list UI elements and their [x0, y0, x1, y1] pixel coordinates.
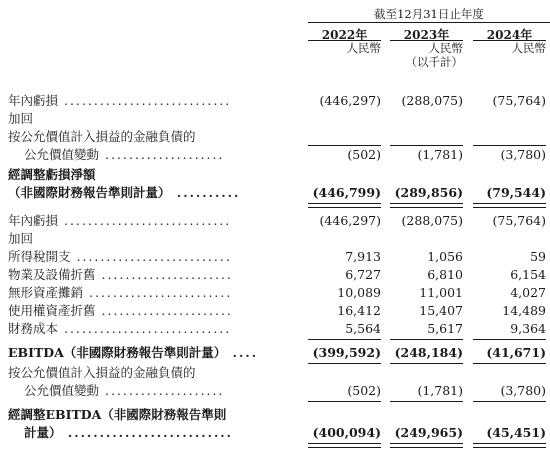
row-label: [8, 128, 196, 146]
table-row: [0, 166, 550, 184]
dot-leader: ....: [226, 345, 259, 360]
value-cell: (400,094): [312, 425, 381, 440]
row-label-text: 使用權資產折舊: [8, 303, 96, 318]
row-label-text: 加回: [8, 231, 34, 246]
value-cell: (248,184): [394, 345, 463, 360]
unit-label: 人民幣: [428, 41, 463, 55]
value-cell: (446,799): [312, 185, 381, 200]
row-label: [8, 166, 96, 184]
row-label-text: 所得稅開支: [8, 249, 71, 264]
row-label: [8, 320, 231, 338]
dot-leader: ......................: [95, 303, 233, 318]
total-double-rule: [308, 443, 381, 448]
table-row: [0, 364, 550, 382]
row-label: [8, 302, 233, 320]
table-row: [0, 424, 550, 442]
year-2024: 2024年: [486, 28, 533, 42]
row-label-text: 公允價值變動: [24, 147, 100, 162]
unit-label: 人民幣: [511, 41, 546, 55]
total-double-rule: [473, 443, 546, 448]
period-heading: 截至12月31日止年度: [374, 7, 484, 21]
value-cell: (446,297): [319, 213, 381, 228]
row-label: [8, 364, 196, 382]
table-row: [0, 284, 550, 302]
table-row: [0, 230, 550, 248]
table-header: [0, 0, 550, 84]
value-cell: (79,544): [486, 185, 546, 200]
value-cell: (249,965): [394, 425, 463, 440]
row-label: [8, 110, 33, 128]
table-row: [0, 146, 550, 164]
dot-leader: ..........................: [61, 425, 234, 440]
dot-leader: ..........: [170, 185, 241, 200]
value-cell: (41,671): [486, 345, 546, 360]
value-cell: (502): [347, 147, 381, 162]
year-2023: 2023年: [403, 28, 450, 42]
row-label: [8, 344, 258, 362]
value-cell: (75,764): [492, 213, 546, 228]
row-label: [8, 284, 232, 302]
dot-leader: ............................: [58, 213, 232, 228]
table-row: [0, 320, 550, 338]
table-row: [0, 406, 550, 424]
value-cell: (288,075): [401, 93, 463, 108]
value-cell: 15,407: [419, 303, 463, 318]
table-row: [0, 184, 550, 202]
value-cell: 16,412: [337, 303, 381, 318]
row-label-text: 年內虧損: [8, 213, 59, 228]
dot-leader: ............................: [58, 93, 232, 108]
value-cell: 6,810: [427, 267, 463, 282]
value-cell: (502): [347, 383, 381, 398]
value-cell: (3,780): [500, 147, 546, 162]
value-cell: (288,075): [401, 213, 463, 228]
total-double-rule: [390, 203, 463, 208]
row-label: [24, 424, 233, 442]
value-cell: (446,297): [319, 93, 381, 108]
row-label: [8, 184, 240, 202]
value-cell: 9,364: [510, 321, 546, 336]
value-cell: 7,913: [345, 249, 381, 264]
row-label-text: 財務成本: [8, 321, 59, 336]
dot-leader: ........................: [83, 285, 233, 300]
row-label-text: 年內虧損: [8, 93, 59, 108]
row-label-text: 經調整EBITDA（非國際財務報告準則: [8, 407, 227, 422]
value-cell: (75,764): [492, 93, 546, 108]
subtotal-rule: [390, 339, 463, 340]
value-cell: (399,592): [312, 345, 381, 360]
row-label: [8, 92, 231, 110]
table-row: [0, 128, 550, 146]
year-2022: 2022年: [321, 28, 368, 42]
period-rule: [308, 22, 550, 23]
unit-2022: [308, 41, 381, 55]
table-row: [0, 382, 550, 400]
subtotal-rule: [308, 339, 381, 340]
value-cell: 6,727: [345, 267, 381, 282]
dot-leader: ............................: [58, 321, 232, 336]
dot-leader: ..........................: [70, 249, 232, 264]
value-cell: 5,617: [427, 321, 463, 336]
unit-sub-label: （以千計）: [405, 55, 463, 69]
row-label-text: 物業及設備折舊: [8, 267, 96, 282]
value-cell: 1,056: [427, 249, 463, 264]
subtotal-rule: [390, 145, 463, 146]
row-label-text: 無形資產攤銷: [8, 285, 84, 300]
dot-leader: ....................: [99, 147, 225, 162]
value-cell: 14,489: [502, 303, 546, 318]
subtotal-rule: [390, 401, 463, 402]
row-label-text: 公允價值變動: [24, 383, 100, 398]
table-row: [0, 266, 550, 284]
unit-2024: [473, 41, 546, 55]
table-row: [0, 212, 550, 230]
subtotal-rule: [308, 401, 381, 402]
row-label-text: 按公允價值計入損益的金融負債的: [8, 129, 196, 144]
row-label-text: （非國際財務報告準則計量）: [8, 185, 171, 200]
row-label-text: 經調整虧損淨額: [8, 167, 96, 182]
dot-leader: ......................: [95, 267, 233, 282]
value-cell: 4,027: [510, 285, 546, 300]
row-label: [8, 230, 33, 248]
dot-leader: ....................: [99, 383, 225, 398]
value-cell: (1,781): [417, 383, 463, 398]
row-label: [24, 382, 224, 400]
row-label-text: EBITDA（非國際財務報告準則計量）: [8, 345, 227, 360]
subtotal-rule: [308, 145, 381, 146]
value-cell: 5,564: [345, 321, 381, 336]
row-label: [8, 266, 233, 284]
table-row: [0, 344, 550, 362]
value-cell: (1,781): [417, 147, 463, 162]
row-label-text: 按公允價值計入損益的金融負債的: [8, 365, 196, 380]
row-label-text: 加回: [8, 111, 34, 126]
row-label: [8, 212, 231, 230]
unit-label: 人民幣: [346, 41, 381, 55]
subtotal-rule: [473, 401, 546, 402]
value-cell: (3,780): [500, 383, 546, 398]
table-row: [0, 302, 550, 320]
table-row: [0, 248, 550, 266]
value-cell: 6,154: [510, 267, 546, 282]
row-label: [24, 146, 224, 164]
total-double-rule: [390, 443, 463, 448]
subtotal-rule: [473, 339, 546, 340]
value-cell: 10,089: [337, 285, 381, 300]
row-label-text: 計量）: [24, 425, 62, 440]
value-cell: (289,856): [394, 185, 463, 200]
value-cell: 59: [530, 249, 546, 264]
table-row: [0, 110, 550, 128]
total-double-rule: [473, 203, 546, 208]
table-row: [0, 92, 550, 110]
value-cell: (45,451): [486, 425, 546, 440]
row-label: [8, 248, 232, 266]
total-double-rule: [308, 203, 381, 208]
row-label: [8, 406, 226, 424]
subtotal-rule: [473, 145, 546, 146]
value-cell: 11,001: [419, 285, 463, 300]
unit-2023: [390, 41, 463, 69]
